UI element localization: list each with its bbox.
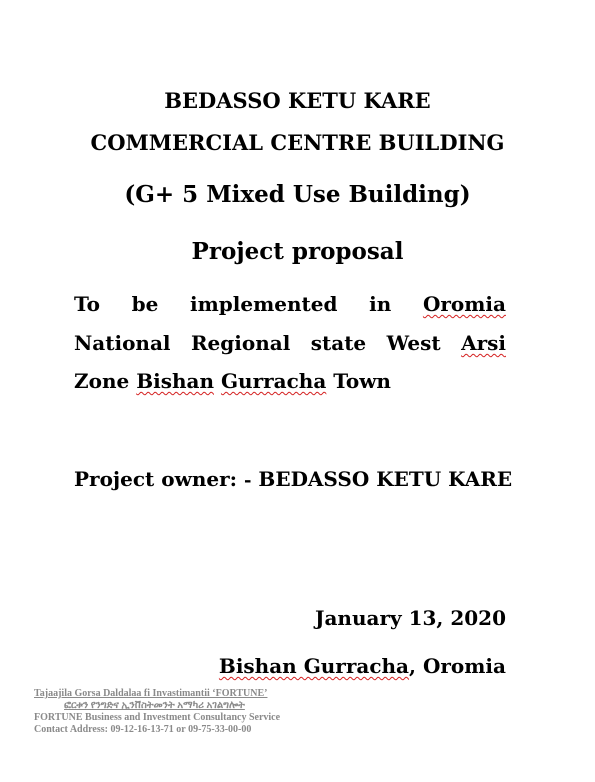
owner-separator: - xyxy=(243,470,252,491)
location-word: West xyxy=(386,331,441,355)
location-word: Gurracha xyxy=(220,369,327,393)
consultancy-footer xyxy=(34,688,280,736)
location-word: Town xyxy=(333,369,391,393)
title-line-1: BEDASSO KETU KARE xyxy=(164,88,431,113)
footer-line-4: Contact Address: 09-12-16-13-71 or 09-75-33-00-00 xyxy=(34,724,252,735)
location-word: Zone xyxy=(74,369,130,393)
location-word: be xyxy=(131,292,159,316)
footer-line-3: FORTUNE Business and Investment Consultancy Service xyxy=(34,712,281,723)
place-region: Oromia xyxy=(422,654,506,678)
place-city: Bishan Gurracha xyxy=(218,654,410,678)
location-word: implemented xyxy=(190,292,338,316)
location-word: Arsi xyxy=(461,331,506,355)
footer-line-1: Tajaajila Gorsa Daldalaa fi Invastimantii ‘FORTUNE’ xyxy=(34,688,268,699)
location-line-1 xyxy=(74,292,506,316)
location-line-3 xyxy=(74,369,391,393)
location-word: Regional xyxy=(190,331,291,355)
owner-name: BEDASSO KETU KARE xyxy=(258,467,513,491)
footer-line-2: ፎርቱን የንግድና ኢንቨስትመንት አማካሪ አገልግሎት xyxy=(64,700,245,711)
proposal-place xyxy=(219,654,506,678)
owner-label: Project owner: xyxy=(74,467,237,491)
place-comma: , xyxy=(409,654,423,678)
location-word: National xyxy=(74,331,171,355)
location-word: Bishan xyxy=(136,369,214,393)
subtitle: (G+ 5 Mixed Use Building) xyxy=(124,181,471,208)
document-type: Project proposal xyxy=(191,238,404,265)
project-owner xyxy=(74,467,512,491)
location-word: in xyxy=(369,292,392,316)
location-word: state xyxy=(310,331,367,355)
proposal-date: January 13, 2020 xyxy=(314,606,506,630)
title-line-2: COMMERCIAL CENTRE BUILDING xyxy=(90,130,505,155)
location-line-2 xyxy=(74,331,506,355)
location-word: To xyxy=(74,292,100,316)
location-word: Oromia xyxy=(422,292,506,316)
